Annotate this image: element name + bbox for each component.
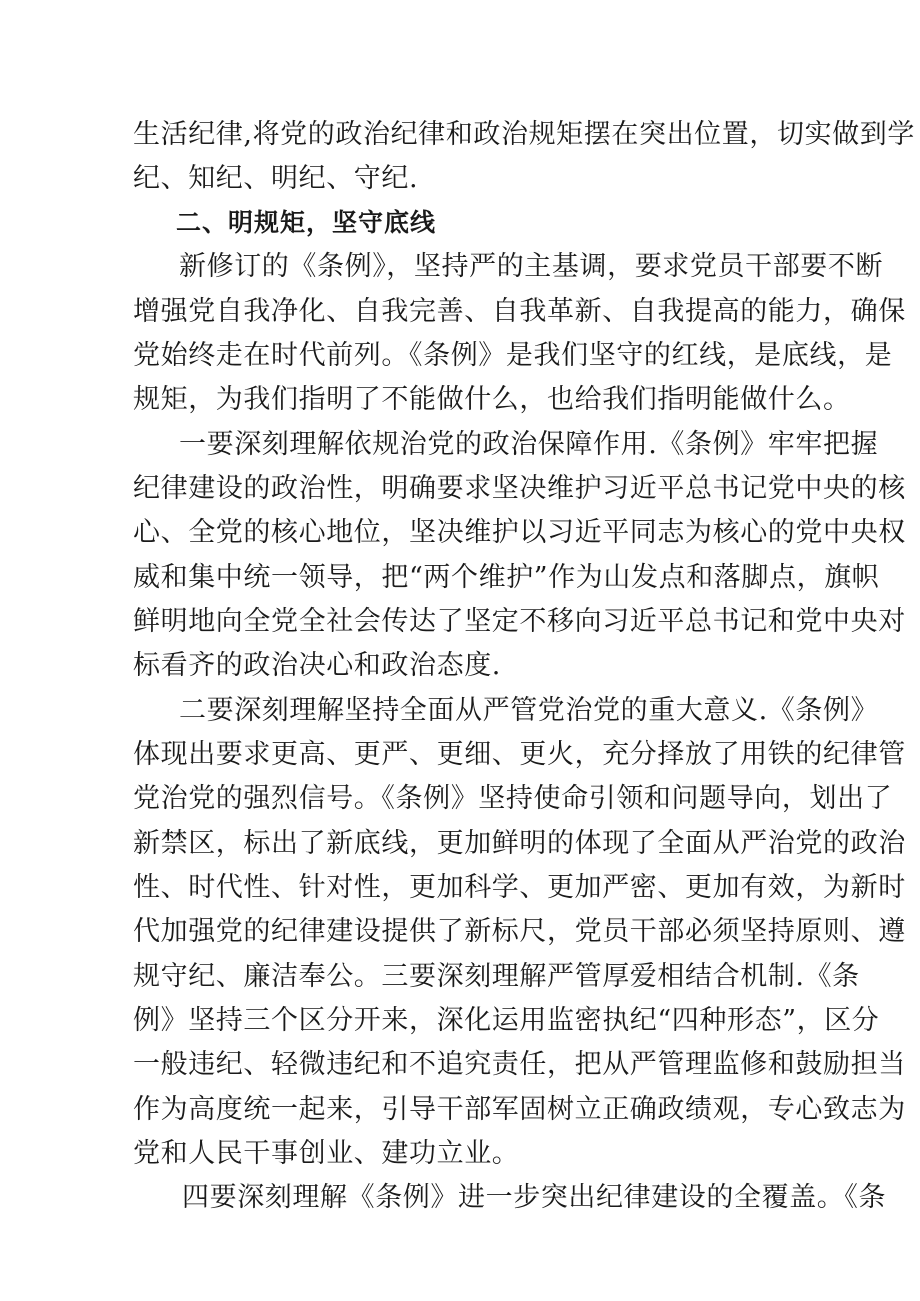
text-line: 威和集中统一领导，把“两个维护”作为山发点和落脚点，旗帜	[133, 562, 880, 593]
text-line: 党治党的强烈信号。《条例》坚持使命引领和问题导向，划出了	[133, 783, 893, 814]
text-line: 纪、知纪、明纪、守纪.	[133, 163, 419, 194]
text-line: 生活纪律,将党的政治纪律和政治规矩摆在突出位置，切实做到学	[133, 119, 915, 150]
text-line: 代加强党的纪律建设提供了新标尺，党员干部必须坚持原则、遵	[133, 916, 906, 947]
text-line: 标看齐的政治决心和政治态度.	[133, 650, 501, 681]
text-line: 一要深刻理解依规治党的政治保障作用.《条例》牢牢把握	[179, 429, 879, 460]
text-line: 党和人民干事创业、建功立业。	[133, 1138, 520, 1169]
text-line: 增强党自我净化、自我完善、自我革新、自我提高的能力，确保	[133, 296, 906, 327]
text-line: 四要深刻理解《条例》进一步突出纪律建设的全覆盖。《条	[182, 1182, 887, 1213]
text-line: 心、全党的核心地位，坚决维护以习近平同志为核心的党中央权	[133, 517, 906, 548]
text-line: 例》坚持三个区分开来，深化运用监密执纪“四种形态”，区分	[133, 1005, 880, 1036]
text-line: 党始终走在时代前列。《条例》是我们坚守的红线，是底线，是	[133, 340, 893, 371]
text-line: 规矩，为我们指明了不能做什么，也给我们指明能做什么。	[133, 384, 851, 415]
text-line: 作为高度统一起来，引导干部军固树立正确政绩观，专心致志为	[133, 1094, 906, 1125]
text-line: 鲜明地向全党全社会传达了坚定不移向习近平总书记和党中央对	[133, 606, 906, 637]
text-line: 体现出要求更高、更严、更细、更火，充分择放了用铁的纪律管	[133, 739, 906, 770]
text-line: 新修订的《条例》，坚持严的主基调，要求党员干部要不断	[179, 251, 884, 282]
text-line: 规守纪、廉洁奉公。三要深刻理解严管厚爱相结合机制.《条	[133, 961, 860, 992]
section-heading: 二、明规矩，坚守底线	[176, 208, 437, 237]
text-line: 新禁区，标出了新底线，更加鲜明的体现了全面从严治党的政治	[133, 828, 906, 859]
text-line: 二要深刻理解坚持全面从严管党治党的重大意义.《条例》	[179, 695, 879, 726]
text-line: 一般违纪、轻微违纪和不追究责任，把从严管理监修和鼓励担当	[133, 1049, 906, 1080]
text-line: 性、时代性、针对性，更加科学、更加严密、更加有效，为新时	[133, 872, 906, 903]
text-line: 纪律建设的政治性，明确要求坚决维护习近平总书记党中央的核	[133, 473, 906, 504]
